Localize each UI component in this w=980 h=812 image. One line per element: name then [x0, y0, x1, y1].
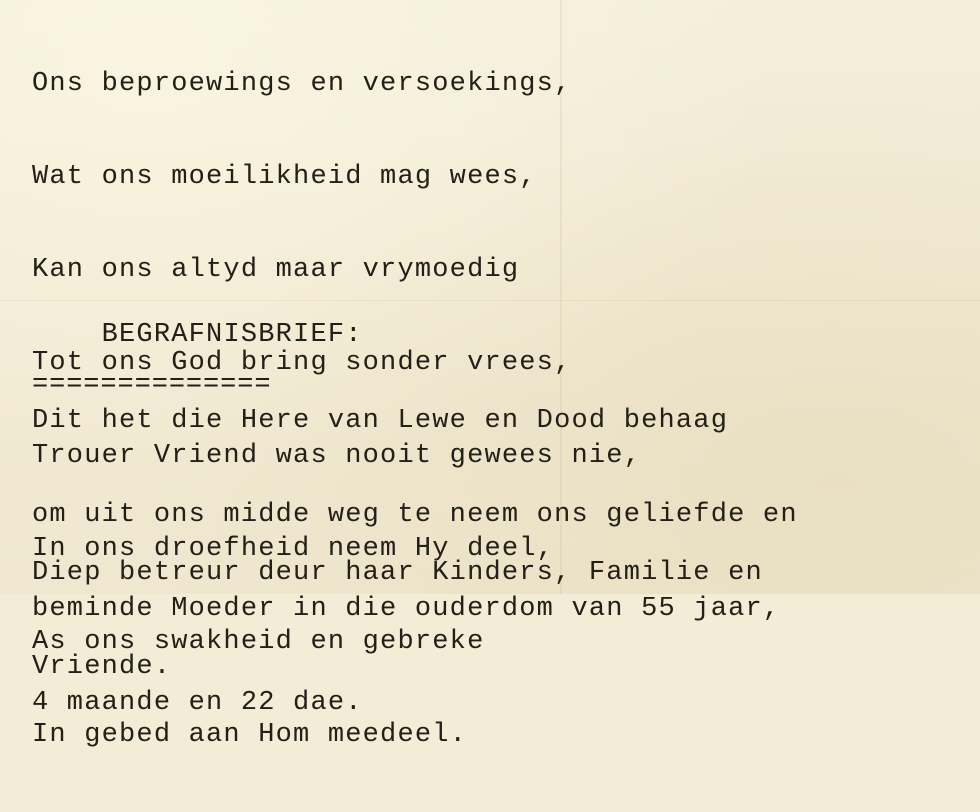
poem-line: Wat ons moeilikheid mag wees,: [32, 162, 537, 192]
poem-line: In gebed aan Hom meedeel.: [32, 720, 468, 750]
poem-line: In ons droefheid neem Hy deel,: [32, 534, 555, 564]
heading-title: BEGRAFNISBRIEF: [101, 320, 346, 350]
poem-line: Tot ons God bring sonder vrees,: [32, 348, 572, 378]
poem-line: Trouer Vriend was nooit gewees nie,: [32, 441, 642, 471]
heading-underline: ==============: [32, 370, 272, 400]
announcement-line: om uit ons midde weg te neem ons geliefde en: [32, 500, 798, 530]
mourners-line: Diep betreur deur haar Kinders, Familie en: [32, 558, 763, 588]
announcement-line: 4 maande en 22 dae.: [32, 688, 363, 718]
heading-colon: :: [345, 320, 363, 350]
poem-line: Ons beproewings en versoekings,: [32, 69, 572, 99]
poem-line: As ons swakheid en gebreke: [32, 627, 485, 657]
mourners-paragraph: [32, 496, 763, 744]
mourners-line: Vriende.: [32, 652, 172, 682]
announcement-line: Dit het die Here van Lewe en Dood behaag: [32, 406, 729, 436]
poem-line: Kan ons altyd maar vrymoedig: [32, 255, 520, 285]
announcement-line: beminde Moeder in die ouderdom van 55 jaar,: [32, 594, 781, 624]
